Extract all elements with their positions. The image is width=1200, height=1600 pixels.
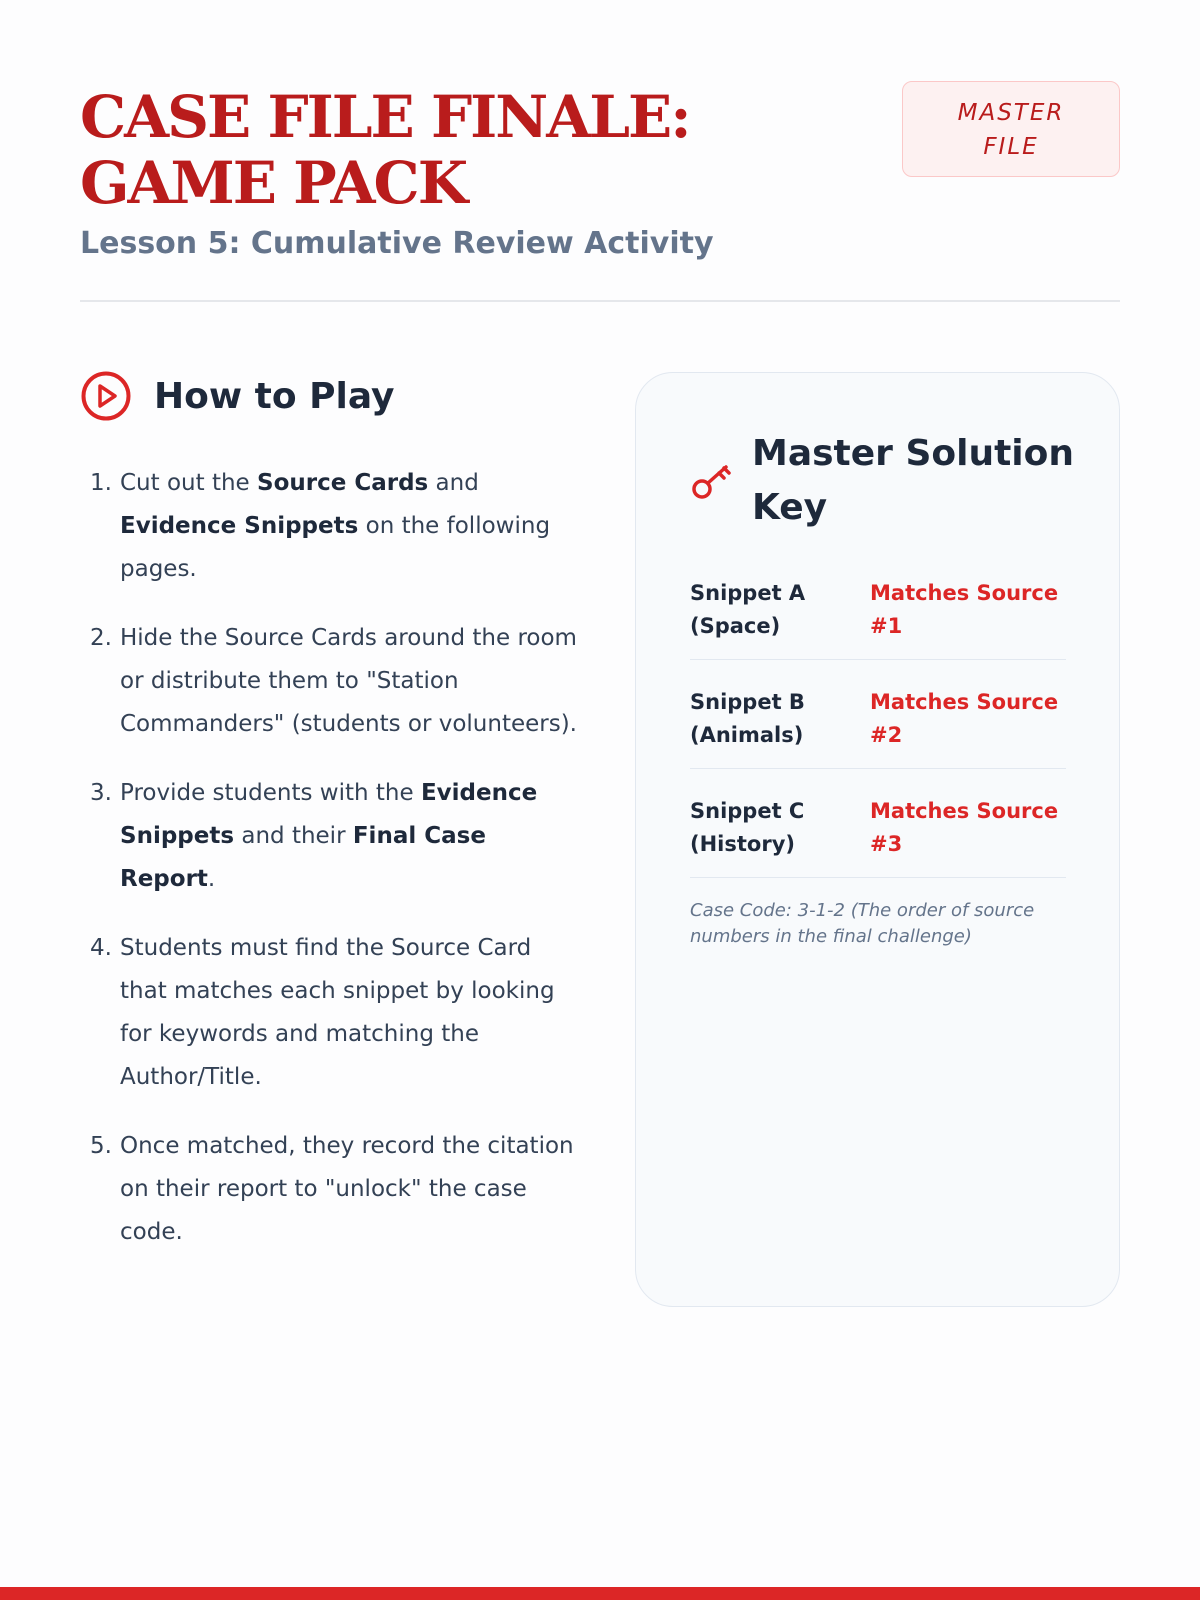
- step-text-part: Cut out the: [120, 470, 258, 496]
- steps-list: [80, 462, 580, 1254]
- step-text: [120, 772, 580, 901]
- solution-key-rows: [690, 573, 1066, 900]
- step-text: [120, 1125, 580, 1254]
- step-number: 5.: [90, 1133, 112, 1159]
- step-text-part: Hide the Source Cards around the room or distribute them to "Station Commanders" (students or volunteers).: [120, 625, 577, 737]
- how-to-play-heading: How to Play: [154, 375, 395, 417]
- master-file-badge: [902, 81, 1120, 177]
- snippet-label: Snippet A (Space): [690, 581, 806, 638]
- step-text-part: .: [207, 866, 216, 892]
- source-match: Matches Source #1: [870, 581, 1059, 638]
- page-subtitle: Lesson 5: Cumulative Review Activity: [80, 226, 714, 261]
- step-item: [80, 617, 580, 746]
- key-icon: [690, 457, 736, 503]
- step-text-bold: Final Case Report: [120, 823, 486, 892]
- step-text: [120, 927, 580, 1099]
- solution-key-header: [690, 427, 1082, 535]
- bottom-accent-bar: [0, 1587, 1200, 1600]
- solution-key-row: [690, 791, 1066, 878]
- case-code-note: Case Code: 3-1-2 (The order of source numbers in the final challenge): [690, 900, 1035, 947]
- source-match: Matches Source #2: [870, 690, 1059, 747]
- header: [80, 84, 1120, 261]
- step-text-part: Once matched, they record the citation on their report to "unlock" the case code.: [120, 1133, 574, 1245]
- master-solution-key-card: [635, 372, 1120, 1307]
- step-text-bold: Evidence Snippets: [120, 780, 538, 849]
- step-item: [80, 927, 580, 1099]
- snippet-label: Snippet B (Animals): [690, 690, 805, 747]
- solution-key-row: [690, 573, 1066, 660]
- badge-line-1: MASTER: [957, 100, 1065, 126]
- step-text-part: Students must find the Source Card that matches each snippet by looking for keywords and matching the Author/Title.: [120, 935, 555, 1090]
- how-to-play-section: [80, 370, 580, 1280]
- step-text-bold: Evidence Snippets: [120, 513, 359, 539]
- how-to-play-header: [80, 370, 580, 422]
- step-item: [80, 462, 580, 591]
- badge-line-2: FILE: [983, 134, 1039, 160]
- step-item: [80, 1125, 580, 1254]
- source-match: Matches Source #3: [870, 799, 1059, 856]
- step-text-part: Provide students with the: [120, 780, 421, 806]
- step-text: [120, 462, 580, 591]
- step-text-part: on the following pages.: [120, 513, 551, 582]
- step-number: 4.: [90, 935, 112, 961]
- step-number: 3.: [90, 780, 112, 806]
- snippet-label: Snippet C (History): [690, 799, 805, 856]
- page-title: CASE FILE FINALE: GAME PACK: [80, 83, 690, 217]
- step-text: [120, 617, 580, 746]
- play-circle-icon: [80, 370, 132, 422]
- header-divider: [80, 300, 1120, 302]
- solution-key-heading: Master Solution Key: [752, 433, 1074, 528]
- step-item: [80, 772, 580, 901]
- step-text-bold: Source Cards: [257, 470, 429, 496]
- step-text-part: and: [428, 470, 479, 496]
- solution-key-row: [690, 682, 1066, 769]
- step-number: 1.: [90, 470, 112, 496]
- step-number: 2.: [90, 625, 112, 651]
- step-text-part: and their: [234, 823, 353, 849]
